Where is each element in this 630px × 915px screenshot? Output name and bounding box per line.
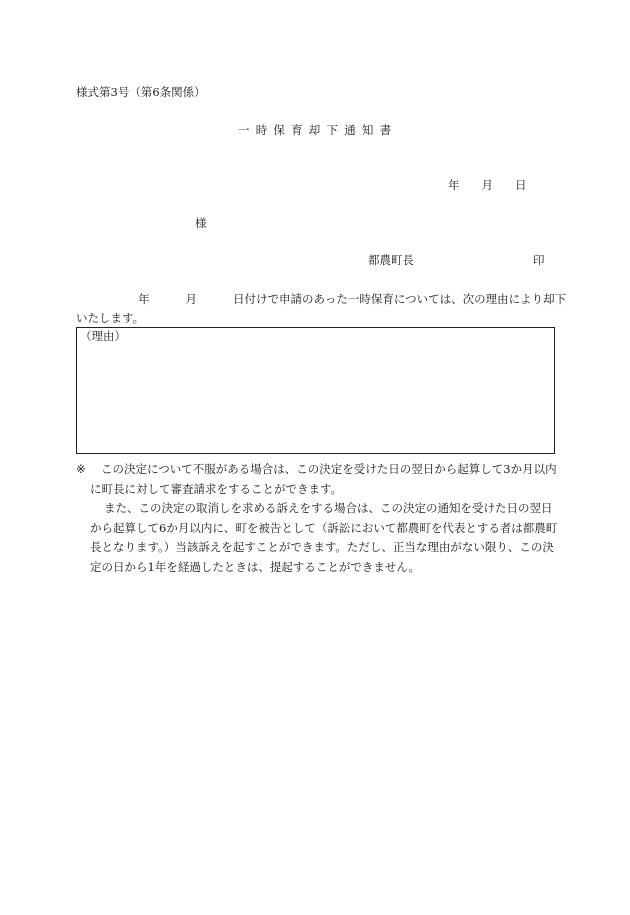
reason-label: （理由）	[80, 329, 126, 343]
issuer-title: 都農町長	[368, 253, 414, 267]
appeal-notice	[76, 460, 560, 577]
recipient-honorific: 様	[195, 216, 207, 230]
document-title: 一時保育却下通知書	[238, 123, 398, 137]
notice-mark: ※	[76, 462, 86, 476]
date-year-label: 年	[448, 178, 460, 192]
body-line-2: いたします。	[76, 311, 145, 325]
notice-text-1: この決定について不服がある場合は、この決定を受けた日の翌日から起算して3か月以内に町長に対して審査請求をすることができます。	[90, 462, 557, 496]
form-number: 様式第3号（第6条関係）	[76, 85, 206, 99]
body-line-1	[138, 294, 566, 306]
body-text-1: 日付けで申請のあった一時保育については、次の理由により却下	[233, 292, 567, 306]
date-month-label: 月	[481, 178, 493, 192]
notice-paragraph-1	[76, 460, 560, 499]
notice-paragraph-2: また、この決定の取消しを求める訴えをする場合は、この決定の通知を受けた日の翌日から起算して6か月以内に、町を被告として（訴訟において都農町を代表とする者は都農町長となります。）当該訴えを起すことができます。ただし、正当な理由がない限り、この決定の日から1年を経過したときは、提起することができません。	[90, 501, 558, 574]
date-day-label: 日	[515, 178, 527, 192]
seal-mark: 印	[533, 253, 545, 267]
body-month-label: 月	[185, 292, 197, 306]
reason-box	[76, 327, 555, 454]
date-line	[448, 180, 527, 192]
body-year-label: 年	[138, 292, 150, 306]
